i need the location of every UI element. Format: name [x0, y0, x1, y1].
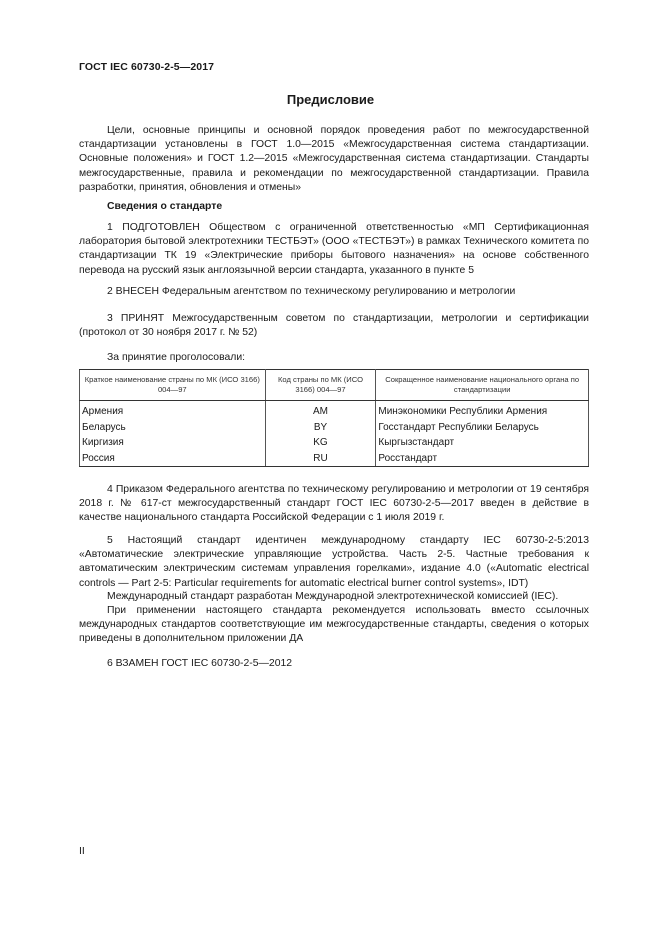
item-6-paragraph: 6 ВЗАМЕН ГОСТ IEC 60730-2-5—2012 — [107, 658, 293, 669]
body-cell: Госстандарт Республики Беларусь — [376, 420, 589, 436]
code-cell: KG — [265, 435, 376, 451]
code-cell: AM — [265, 401, 376, 420]
section-heading: Сведения о стандарте — [107, 201, 223, 212]
column-header-body: Сокращенное наименование национального органа по стандартизации — [376, 370, 589, 401]
table-row — [80, 401, 589, 420]
code-cell: BY — [265, 420, 376, 436]
table-row — [80, 435, 589, 451]
document-code-header: ГОСТ IEC 60730-2-5—2017 — [79, 61, 215, 73]
body-cell: Кыргызстандарт — [376, 435, 589, 451]
item-3-paragraph: 3 ПРИНЯТ Межгосударственным советом по стандартизации, метрологии и сертификации (протокол от 30 ноября 2017 г. № 52) — [79, 313, 589, 339]
item-5-note-iec: Международный стандарт разработан Международной электротехнической комиссией (IEC). — [107, 591, 559, 602]
code-cell: RU — [265, 451, 376, 467]
table-row — [80, 420, 589, 436]
page-title: Предисловие — [286, 92, 375, 107]
body-cell: Росстандарт — [376, 451, 589, 467]
column-header-code: Код страны по МК (ИСО 3166) 004—97 — [265, 370, 376, 401]
table-header-row — [80, 370, 589, 401]
country-cell: Беларусь — [80, 420, 266, 436]
page-number: II — [79, 845, 85, 857]
country-cell: Армения — [80, 401, 266, 420]
item-1-paragraph: 1 ПОДГОТОВЛЕН Обществом с ограниченной ответственностью «МП Сертификационная лаборатория бытовой электротехники ТЕСТБЭТ» (ООО «ТЕСТБЭТ») в рамках Технического комитета по стандартизации ТК 19 «Электрические приборы бытового назначения» на основе собственного перевода на русский язык англоязычной версии стандарта, указанного в пункте 5 — [79, 222, 589, 276]
intro-paragraph: Цели, основные принципы и основной порядок проведения работ по межгосударственной стандартизации установлены в ГОСТ 1.0—2015 «Межгосударственная система стандартизации. Основные положения» и ГОСТ 1.2—2015 «Межгосударственная система стандартизации. Стандарты межгосударственные, правила и рекомендации по межгосударственной стандартизации. Правила разработки, принятия, обновления и отмены» — [79, 125, 589, 193]
voting-label: За принятие проголосовали: — [107, 352, 246, 363]
country-cell: Киргизия — [80, 435, 266, 451]
country-cell: Россия — [80, 451, 266, 467]
body-cell: Минэкономики Республики Армения — [376, 401, 589, 420]
item-2-paragraph: 2 ВНЕСЕН Федеральным агентством по техническому регулированию и метрологии — [107, 286, 516, 297]
item-5-note-usage: При применении настоящего стандарта рекомендуется использовать вместо ссылочных международных стандартов соответствующие им межгосударственные стандарты, сведения о которых приведены в дополнительном приложении ДА — [79, 605, 589, 645]
column-header-country: Краткое наименование страны по МК (ИСО 3166) 004—97 — [80, 370, 266, 401]
voting-table — [79, 369, 589, 467]
item-4-paragraph: 4 Приказом Федерального агентства по техническому регулированию и метрологии от 19 сентября 2018 г. № 617-ст межгосударственный стандарт ГОСТ IEC 60730-2-5—2017 введен в действие в качестве национального стандарта Российской Федерации с 1 июля 2019 г. — [79, 484, 589, 524]
item-5-paragraph: 5 Настоящий стандарт идентичен международному стандарту IEC 60730-2-5:2013 «Автоматические электрические управляющие устройства. Часть 2-5. Частные требования к автоматическим электрическим системам управления горелками», издание 4.0 («Automatic electrical controls — Part 2-5: Particular requirements for automatic electrical burner control systems», IDT) — [79, 535, 589, 589]
table-row — [80, 451, 589, 467]
